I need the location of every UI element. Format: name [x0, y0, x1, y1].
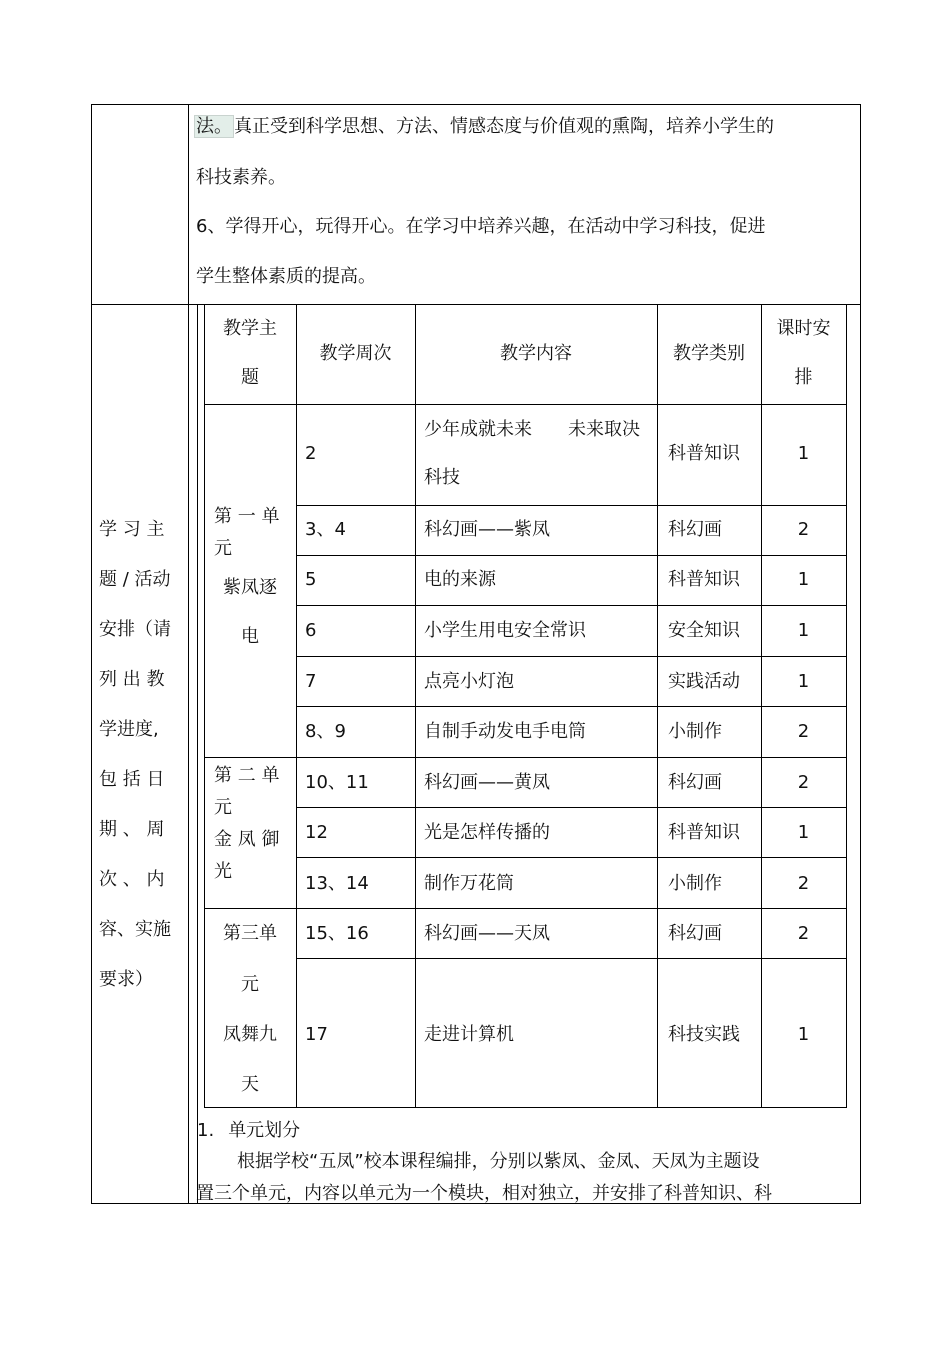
cell-content: 少年成就未来 未来取决	[424, 419, 640, 440]
cell-category: 科普知识	[668, 569, 740, 590]
unit-title-line: 元	[214, 538, 232, 559]
cell-hours: 2	[797, 519, 810, 540]
cell-week: 15、16	[305, 923, 369, 944]
section-heading-text: 单元划分	[228, 1120, 301, 1141]
cell-category: 小制作	[668, 873, 722, 894]
cell-content: 制作万花筒	[424, 873, 514, 894]
outer-left-border	[91, 104, 92, 1204]
left-label-line: 包 括 日	[99, 769, 165, 790]
cell-content: 走进计算机	[424, 1024, 514, 1045]
unit-title-line: 电	[241, 626, 259, 647]
unit-title-line: 金 凤 御	[214, 829, 280, 850]
cell-content: 自制手动发电手电筒	[424, 721, 586, 742]
cell-week: 5	[305, 569, 317, 590]
cell-hours: 1	[797, 822, 810, 843]
header-hours-cont: 排	[794, 367, 813, 388]
unit-title-line: 光	[214, 861, 232, 882]
cell-hours: 1	[797, 443, 810, 464]
cell-hours: 2	[797, 873, 810, 894]
highlighted-text: 法。	[196, 116, 232, 137]
top-text-line-1-rest: 真正受到科学思想、方法、情感态度与价值观的熏陶，培养小学生的	[234, 116, 774, 137]
label-column-border	[188, 104, 189, 1204]
cell-hours: 1	[797, 569, 810, 590]
cell-content: 小学生用电安全常识	[424, 620, 586, 641]
header-category: 教学类别	[673, 343, 745, 364]
inner-margin-line	[197, 304, 198, 1204]
cell-hours: 1	[797, 620, 810, 641]
header-bottom-border	[204, 404, 847, 405]
header-content: 教学内容	[500, 343, 572, 364]
unit-title-line: 凤舞九	[223, 1024, 277, 1045]
header-hours: 课时安	[776, 318, 831, 339]
cell-hours: 1	[797, 1024, 810, 1045]
left-label-line: 期 、 周	[99, 819, 165, 840]
outer-top-border	[91, 104, 861, 105]
row-divider	[296, 807, 847, 808]
cell-hours: 2	[797, 772, 810, 793]
top-text-line-2: 科技素养。	[196, 167, 286, 188]
unit-divider	[204, 757, 847, 758]
unit-title-line: 元	[214, 797, 232, 818]
cell-week: 2	[305, 443, 317, 464]
header-theme: 教学主	[223, 318, 277, 339]
row-divider	[296, 857, 847, 858]
section-paragraph-line-2: 置三个单元，内容以单元为一个模块，相对独立，并安排了科普知识、科	[196, 1183, 772, 1204]
left-label-line: 要求）	[99, 969, 153, 990]
cell-category: 科普知识	[668, 822, 740, 843]
cell-category: 小制作	[668, 721, 722, 742]
cell-week: 7	[305, 671, 317, 692]
cell-week: 12	[305, 822, 328, 843]
row-divider	[296, 555, 847, 556]
cell-hours: 2	[797, 721, 810, 742]
row-divider	[296, 605, 847, 606]
cell-category: 科技实践	[668, 1024, 740, 1045]
header-week: 教学周次	[319, 343, 392, 364]
cell-content: 科幻画——紫凤	[424, 519, 550, 540]
cell-hours: 2	[797, 923, 810, 944]
top-text-line-4: 学生整体素质的提高。	[196, 266, 376, 287]
row-divider	[296, 505, 847, 506]
cell-week: 10、11	[305, 772, 369, 793]
left-label-line: 学 习 主	[99, 519, 165, 540]
cell-week: 13、14	[305, 873, 369, 894]
cell-week: 8、9	[305, 721, 346, 742]
cell-hours: 1	[797, 671, 810, 692]
row-divider	[296, 656, 847, 657]
row-divider	[296, 958, 847, 959]
cell-category: 安全知识	[668, 620, 740, 641]
left-label-line: 次 、 内	[99, 869, 165, 890]
cell-category: 实践活动	[668, 671, 740, 692]
cell-category: 科幻画	[668, 772, 722, 793]
section-heading	[197, 1120, 300, 1142]
cell-content: 电的来源	[424, 569, 496, 590]
cell-week: 3、4	[305, 519, 346, 540]
section-paragraph-line-1: 根据学校“五凤”校本课程编排，分别以紫凤、金凤、天凤为主题设	[237, 1151, 760, 1172]
cell-content: 光是怎样传播的	[424, 822, 550, 843]
unit-title-line: 第 二 单	[214, 765, 280, 786]
cell-category: 科普知识	[668, 443, 740, 464]
outer-right-border	[860, 104, 861, 1204]
row-divider	[296, 706, 847, 707]
unit-title-line: 元	[241, 974, 259, 995]
left-label-line: 列 出 教	[99, 669, 165, 690]
cell-category: 科幻画	[668, 519, 722, 540]
unit-divider	[204, 908, 847, 909]
unit-title-line: 第三单	[223, 923, 277, 944]
left-label-line: 安排（请	[99, 619, 171, 640]
unit-title-line: 天	[241, 1074, 259, 1095]
row-divider	[91, 304, 861, 305]
top-text-line-3: 6、学得开心，玩得开心。在学习中培养兴趣，在活动中学习科技，促进	[196, 216, 766, 237]
cell-content: 科幻画——天凤	[424, 923, 550, 944]
cell-category: 科幻画	[668, 923, 722, 944]
section-heading-number: 1.	[197, 1120, 215, 1141]
unit-title-line: 第 一 单	[214, 506, 280, 527]
cell-content: 科幻画——黄凤	[424, 772, 550, 793]
unit-title-line: 紫凤逐	[223, 577, 277, 598]
header-theme-cont: 题	[241, 367, 259, 388]
cell-content-cont: 科技	[424, 467, 460, 488]
left-label-line: 学进度,	[99, 719, 159, 740]
table-bottom-border	[204, 1107, 847, 1108]
left-label-line: 容、实施	[99, 919, 171, 940]
cell-content: 点亮小灯泡	[424, 671, 514, 692]
cell-week: 6	[305, 620, 317, 641]
left-label-line: 题 / 活动	[99, 569, 171, 590]
top-text-line-1	[196, 116, 774, 138]
cell-week: 17	[305, 1024, 328, 1045]
